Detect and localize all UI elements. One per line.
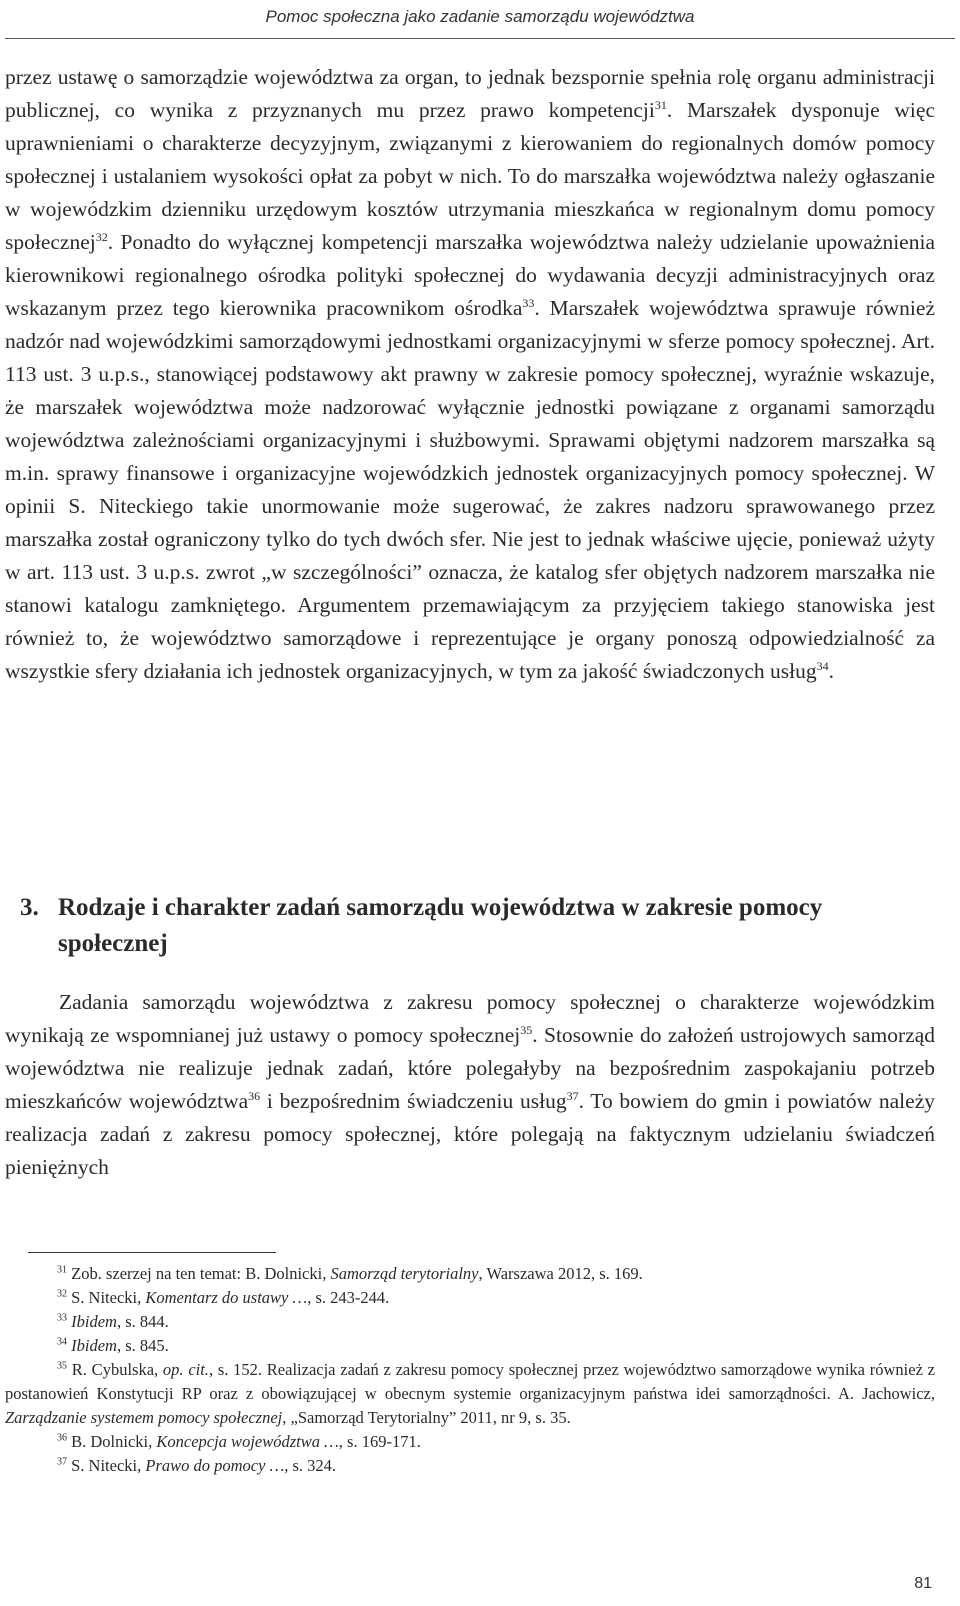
- footnote-title: Ibidem: [71, 1312, 117, 1331]
- footnote-title: Ibidem: [71, 1336, 117, 1355]
- footnotes: [5, 1262, 935, 1478]
- body-text: [5, 61, 935, 688]
- footnote-ref: 37: [566, 1088, 579, 1103]
- footnote-number: 34: [57, 1336, 67, 1348]
- paragraph-text: . Marszałek województwa sprawuje również nadzór nad wojewódzkimi samorządowymi jednostkami organizacyjnymi w sferze pomocy społecznej. Art. 113 ust. 3 u.p.s., stanowiącej podstawowy akt prawny w zakresie pomocy społecznej, wyraźnie wskazuje, że marszałek województwa może nadzorować wyłącznie jednostki powiązane z organami samorządu województwa zależnościami organizacyjnymi i służbowymi. Sprawami objętymi nadzorem marszałka są m.in. sprawy finansowe i organizacyjne wojewódzkich jednostek organizacyjnych pomocy społecznej. W opinii S. Niteckiego takie unormowanie może sugerować, że zakres nadzoru sprawowanego przez marszałka został ograniczony tylko do tych dwóch sfer. Nie jest to jednak właściwe ujęcie, ponieważ użyty w art. 113 ust. 3 u.p.s. zwrot „w szczególności” oznacza, że katalog sfer objętych nadzorem marszałka nie stanowi katalogu zamkniętego. Argumentem przemawiającym za przyjęciem takiego stanowiska jest również to, że województwo samorządowe i reprezentujące je organy ponoszą odpowiedzialność za wszystkie sfery działania ich jednostek organizacyjnych, w tym za jakość świadczonych usług: [5, 296, 935, 683]
- footnote-ref: 35: [520, 1022, 533, 1037]
- page-number: 81: [914, 1575, 932, 1592]
- footnote-33: [5, 1310, 935, 1334]
- paragraph-1: [5, 61, 935, 688]
- section-number: 3.: [20, 894, 39, 921]
- footnote-ref: 31: [654, 97, 667, 112]
- body-text-2: [5, 986, 935, 1184]
- paragraph-text: . To bowiem do gmin i powiatów należy realizacja zadań z zakresu pomocy społecznej, które polegają na faktycznym udzielaniu świadczeń pieniężnych: [5, 1089, 935, 1179]
- paragraph-text: . Ponadto do wyłącznej kompetencji marszałka województwa należy udzielanie upoważnienia kierownikowi regionalnego ośrodka polityki społecznej do wydawania decyzji administracyjnych oraz wskazanym przez tego kierownika pracownikom ośrodka: [5, 230, 935, 320]
- footnote-text: , s. 152. Realizacja zadań z zakresu pomocy społecznej przez województwo samorządowe wynika również z postanowień Konstytucji RP oraz z obowiązującej w obecnym systemie organizacyjnym państwa idei samorządności. A. Jachowicz,: [5, 1360, 935, 1403]
- footnote-text: , s. 844.: [116, 1312, 169, 1331]
- footnote-title: Prawo do pomocy …: [145, 1456, 285, 1475]
- footnote-text: S. Nitecki,: [71, 1288, 146, 1307]
- footnote-number: 33: [57, 1312, 67, 1324]
- header-rule: [5, 38, 955, 39]
- footnote-ref: 34: [816, 658, 829, 673]
- footnote-ref: 36: [248, 1088, 261, 1103]
- footnote-ref: 33: [522, 295, 535, 310]
- paragraph-text: przez ustawę o samorządzie województwa za organ, to jednak bezspornie spełnia rolę organu administracji publicznej, co wynika z przyznanych mu przez prawo kompetencji: [5, 65, 935, 122]
- footnote-text: , Warszawa 2012, s. 169.: [478, 1264, 643, 1283]
- footnote-text: R. Cybulska,: [71, 1360, 163, 1379]
- footnote-35: [5, 1358, 935, 1430]
- footnote-title: Komentarz do ustawy …: [145, 1288, 308, 1307]
- footnote-number: 35: [57, 1360, 67, 1372]
- footnote-separator: [28, 1252, 276, 1253]
- footnote-text: B. Dolnicki,: [71, 1432, 157, 1451]
- paragraph-text: .: [828, 659, 834, 683]
- footnote-title: Koncepcja województwa …: [156, 1432, 339, 1451]
- footnote-title: Zarządzanie systemem pomocy społecznej: [5, 1408, 283, 1427]
- footnote-37: [5, 1454, 935, 1478]
- footnote-text: , s. 324.: [284, 1456, 337, 1475]
- footnote-32: [5, 1286, 935, 1310]
- footnote-number: 31: [57, 1264, 67, 1276]
- footnote-36: [5, 1430, 935, 1454]
- paragraph-text: . Marszałek dysponuje więc uprawnieniami o charakterze decyzyjnym, związanymi z kierowaniem do regionalnych domów pomocy społecznej i ustalaniem wysokości opłat za pobyt w nich. To do marszałka województwa należy ogłaszanie w wojewódzkim dzienniku urzędowym kosztów utrzymania mieszkańca w regionalnym domu pomocy społecznej: [5, 98, 935, 254]
- paragraph-text: Zadania samorządu województwa z zakresu pomocy społecznej o charakterze wojewódzkim wynikają ze wspomnianej już ustawy o pomocy społecznej: [5, 990, 935, 1047]
- footnote-text: Zob. szerzej na ten temat: B. Dolnicki,: [71, 1264, 331, 1283]
- footnote-text: , s. 243-244.: [307, 1288, 390, 1307]
- paragraph-text: i bezpośrednim świadczeniu usług: [260, 1089, 567, 1113]
- footnote-31: [5, 1262, 935, 1286]
- footnote-text: , s. 169-171.: [338, 1432, 421, 1451]
- footnote-number: 32: [57, 1288, 67, 1300]
- footnote-number: 36: [57, 1432, 67, 1444]
- footnote-number: 37: [57, 1456, 67, 1468]
- section-heading: [20, 890, 935, 962]
- paragraph-text: . Stosownie do założeń ustrojowych samorząd województwa nie realizuje jednak zadań, które polegałyby na bezpośrednim zaspokajaniu potrzeb mieszkańców województwa: [5, 1023, 935, 1113]
- footnote-text: S. Nitecki,: [71, 1456, 146, 1475]
- running-header: [0, 0, 960, 40]
- footnote-34: [5, 1334, 935, 1358]
- paragraph-2: [5, 986, 935, 1184]
- section-title: Rodzaje i charakter zadań samorządu województwa w zakresie pomocy społecznej: [58, 894, 823, 957]
- footnote-text: , „Samorząd Terytorialny” 2011, nr 9, s. 35.: [282, 1408, 571, 1427]
- footnote-title: Samorząd terytorialny: [330, 1264, 479, 1283]
- footnote-ref: 32: [95, 229, 108, 244]
- footnote-title: op. cit.: [162, 1360, 209, 1379]
- running-title: Pomoc społeczna jako zadanie samorządu województwa: [265, 7, 695, 26]
- footnote-text: , s. 845.: [116, 1336, 169, 1355]
